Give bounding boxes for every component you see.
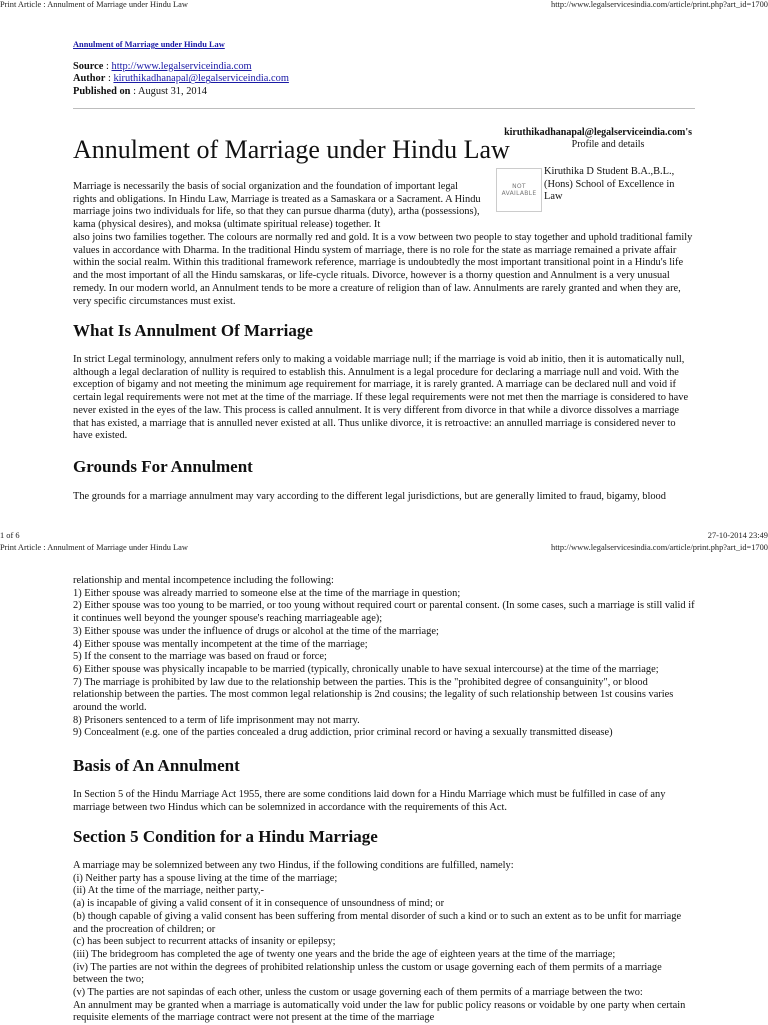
list-item: 9) Concealment (e.g. one of the parties concealed a drug addiction, prior criminal record or having a sexually transmitted disease) [73,727,613,739]
published-label: Published on [73,85,131,97]
section-5-line: (b) though capable of giving a valid consent has been suffering from mental disorder of such a kind or to such an extent as to be unfit for marriage and the procreation of children; or [73,910,682,935]
header-url: http://www.legalservicesindia.com/article/print.php?art_id=1700 [551,0,768,9]
author-aside-heading [504,127,692,151]
heading-grounds: Grounds For Annulment [73,457,253,476]
print-datetime: 27-10-2014 23:49 [707,531,768,540]
article-meta: Source : http://www.legalserviceindia.com Author : kiruthikadhanapal@legalserviceindia.com Published on : August 31, 2014 [73,61,289,97]
page-title: Annulment of Marriage under Hindu Law [73,135,510,164]
intro-paragraph-a: Marriage is necessarily the basis of social organization and the foundation of important legal rights and obligations. In Hindu Law, Marriage is treated as a Samaskara or a Sacrament. A Hindu marriage joins two individuals for life, so that they can pursue dharma (duty), artha (possessions), kama (physical desires), and moksa (ultimate spiritual release) together. It [73,181,481,231]
na-line-2: AVAILABLE [501,190,537,197]
section-5-line: (c) has been subject to recurrent attacks of insanity or epilepsy; [73,936,336,948]
source-link[interactable]: http://www.legalserviceindia.com [111,61,252,72]
what-paragraph: In strict Legal terminology, annulment refers only to making a voidable marriage null; if the marriage is void ab initio, then it is automatically null, although a legal declaration of nullity is required to establish this. Annulment is a legal procedure for declaring a marriage null and void. With the exception of bigamy and not meeting the minimum age requirement for marriage, it is rarely granted. A marriage can be declared null and void if certain legal requirements were not met at the time of the marriage. If these legal requirements were not met then the marriage is considered to have never existed in the eyes of the law. This process is called annulment. It is very different from divorce in that while a divorce dissolves a marriage that has existed, a marriage that is annulled never existed at all. Thus unlike divorce, it is retroactive: an annulled marriage is considered never to have existed. [73,354,689,442]
section-5-text [73,860,695,1025]
section-5-line: (iii) The bridegroom has completed the age of twenty one years and the bride the age of eighteen years at the time of the marriage; [73,948,616,960]
basis-paragraph: In Section 5 of the Hindu Marriage Act 1955, there are some conditions laid down for a Hindu Marriage which must be fulfilled in case of any marriage between two Hindus which can be solemnized in accordance with the requirements of this Act. [73,789,666,813]
header-title: Print Article : Annulment of Marriage under Hindu Law [0,543,188,552]
section-5-line: (iv) The parties are not within the degrees of prohibited relationship unless the custom or usage governing each of them permits of a marriage between the two; [73,961,662,986]
aside-email: kiruthikadhanapal@legalserviceindia.com's [504,127,692,138]
author-email-link[interactable]: kiruthikadhanapal@legalserviceindia.com [113,73,289,85]
list-item: 7) The marriage is prohibited by law due to the relationship between the parties. This is the "prohibited degree of consanguinity", or blood relationship between the parties. The most common legal relationship is 2nd cousins; the legality of such relationship between 1st cousins varies around the world. [73,676,674,714]
heading-basis: Basis of An Annulment [73,756,240,775]
heading-what-is-annulment: What Is Annulment Of Marriage [73,321,313,340]
header-title: Print Article : Annulment of Marriage under Hindu Law [0,0,188,9]
list-item: 1) Either spouse was already married to someone else at the time of the marriage in question; [73,587,461,599]
section-5-line: (i) Neither party has a spouse living at the time of the marriage; [73,872,338,884]
author-label: Author [73,73,106,85]
na-line-1: NOT [512,183,526,190]
article-title-link[interactable]: Annulment of Marriage under Hindu Law [73,40,225,49]
published-date: August 31, 2014 [137,85,207,97]
list-item: 6) Either spouse was physically incapable to be married (typically, chronically unable to have sexual intercourse) at the time of the marriage; [73,663,659,675]
author-profile-text: Kiruthika D Student B.A.,B.L., (Hons) School of Excellence in Law [544,166,675,203]
source-label: Source [73,61,104,72]
continued-line: relationship and mental incompetence including the following: [73,575,334,586]
list-item: 3) Either spouse was under the influence of drugs or alcohol at the time of the marriage; [73,625,439,637]
grounds-list [73,588,695,740]
section-5-line: (ii) At the time of the marriage, neither party,- [73,885,264,897]
list-item: 5) If the consent to the marriage was based on fraud or force; [73,651,327,663]
header-url: http://www.legalservicesindia.com/article/print.php?art_id=1700 [551,543,768,552]
grounds-paragraph: The grounds for a marriage annulment may vary according to the different legal jurisdictions, but are generally limited to fraud, bigamy, blood [73,491,666,502]
list-item: 2) Either spouse was too young to be married, or too young without required court or parental consent. (In some cases, such a marriage is still valid if it continues well beyond the younger spouse's reaching marriageable age); [73,600,695,625]
grounds-continued [73,575,695,740]
section-5-line: (a) is incapable of giving a valid consent of it in consequence of unsoundness of mind; or [73,898,445,910]
intro-paragraph-b: also joins two families together. The colours are normally red and gold. It is a vow between two people to stay together and uphold traditional family values in accordance with Dharma. In the traditional Hindu system of marriage, there is no role for the state as marriage remained a private affair within the social realm. Within this traditional framework reference, marriage is undoubtedly the most important transitional point in a Hindu's life and the most important of all the Hindu samskaras, or life-cycle rituals. Divorce, however is a thorny question and Annulment is a very unusual remedy. In our modern world, an Annulment tends to be more a creature of religion than of law. Annulments are rarely granted and when they are, very specific circumstances must exist. [73,232,693,307]
section-5-line: An annulment may be granted when a marriage is automatically void under the law for public policy reasons or voidable by one party when certain requisite elements of the marriage contract were not present at the time of the marriage [73,999,686,1024]
page-number: 1 of 6 [0,531,20,540]
section-5-line: A marriage may be solemnized between any two Hindus, if the following conditions are fulfilled, namely: [73,860,514,871]
not-available-image [496,168,542,212]
heading-section-5: Section 5 Condition for a Hindu Marriage [73,827,378,846]
divider [73,108,695,109]
list-item: 4) Either spouse was mentally incompetent at the time of the marriage; [73,638,368,650]
aside-profile-label: Profile and details [571,139,645,150]
list-item: 8) Prisoners sentenced to a term of life imprisonment may not marry. [73,714,360,726]
section-5-line: (v) The parties are not sapindas of each other, unless the custom or usage governing each of them permits of a marriage between the two: [73,987,643,999]
